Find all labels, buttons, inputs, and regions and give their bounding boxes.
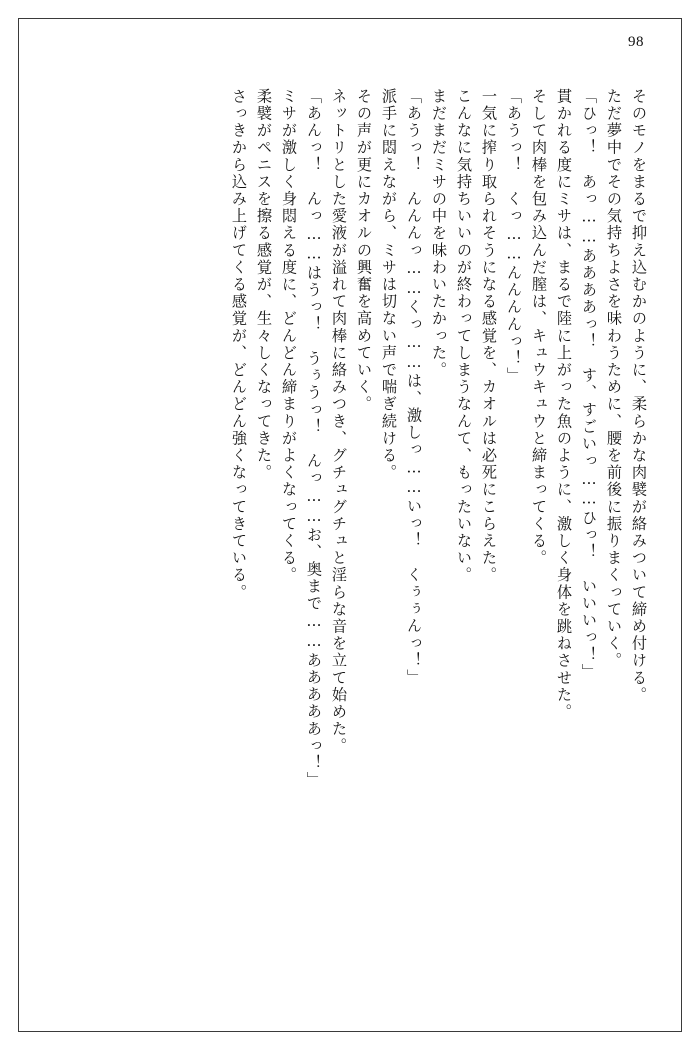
text-line: まだまだミサの中を味わいたかった。 bbox=[430, 88, 448, 379]
page-number: 98 bbox=[628, 34, 644, 50]
text-line: その声が更にカオルの興奮を高めていく。 bbox=[355, 88, 373, 413]
text-line: こんなに気持ちいいのが終わってしまうなんて、もったいない。 bbox=[455, 88, 473, 584]
text-line: ただ夢中でその気持ちよさを味わうために、腰を前後に振りまくっていく。 bbox=[605, 88, 623, 670]
text-line: ミサが激しく身悶える度に、どんどん締まりがよくなってくる。 bbox=[280, 88, 298, 584]
text-line: 貫かれる度にミサは、まるで陸に上がった魚のように、激しく身体を跳ねさせた。 bbox=[555, 88, 573, 721]
text-line: 「あんっ！ んっ……はうっ！ うぅうっ！ んっ……お、奥まで……あああああっ！」 bbox=[305, 88, 323, 789]
text-line: 柔襞がペニスを擦る感覚が、生々しくなってきた。 bbox=[255, 88, 273, 482]
text-line: 派手に悶えながら、ミサは切ない声で喘ぎ続ける。 bbox=[380, 88, 398, 482]
text-line: さっきから込み上げてくる感覚が、どんどん強くなってきている。 bbox=[230, 88, 248, 601]
text-line: 「あうっ！ んんんっ……くっ……は、激しっ……いっ！ くぅぅんっ！」 bbox=[405, 88, 423, 687]
text-line: そのモノをまるで抑え込むかのように、柔らかな肉襞が絡みついて締め付ける。 bbox=[630, 88, 648, 704]
text-line: 「ひっ！ あっ……ああああっ！ す、すごいっ……ひっ！ いいいっ！」 bbox=[580, 88, 598, 681]
text-line: 「あうっ！ くっ……んんんんっ！」 bbox=[505, 88, 523, 385]
text-line: 一気に搾り取られそうになる感覚を、カオルは必死にこらえた。 bbox=[480, 88, 498, 584]
vertical-text-body bbox=[58, 88, 646, 1006]
text-line: ネットリとした愛液が溢れて肉棒に絡みつき、グチュグチュと淫らな音を立て始めた。 bbox=[330, 88, 348, 755]
text-line: そして肉棒を包み込んだ膣は、キュウキュウと締まってくる。 bbox=[530, 88, 548, 567]
